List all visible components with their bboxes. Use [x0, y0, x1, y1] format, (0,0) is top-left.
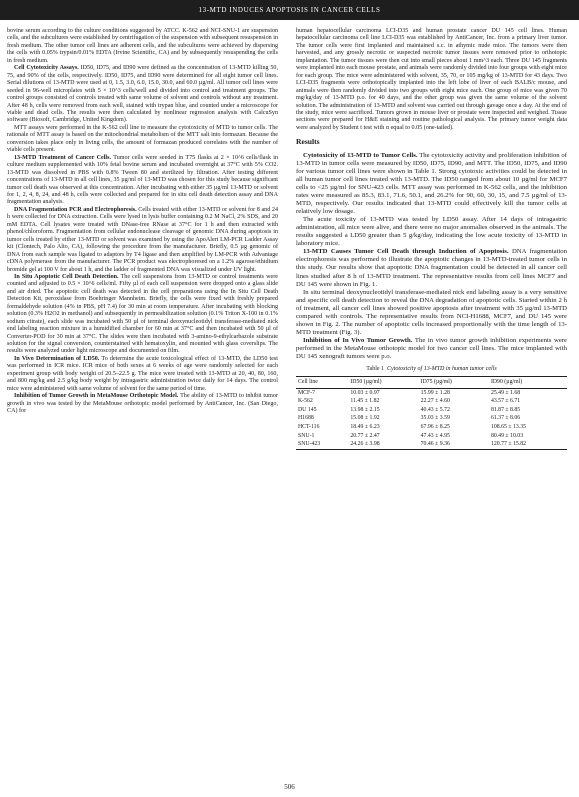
section-heading-results: Results [296, 137, 320, 147]
run-in-heading: DNA Fragmentation PCR and Electrophoresis. [14, 206, 137, 213]
table-caption [296, 366, 567, 373]
paragraph-tunel: In situ terminal deoxynucleotidyl transferase-mediated nick end labeling assay is a very sensitive and specific cell death detection to reveal the DNA degradation of apoptotic cells. Started within 2 h of treatment, all cancer cell lines showed positive apoptosis after treatment with 35 µg/ml 13-MTD compared with controls. The representative results from NCI-H1688, MCF7, and DU 145 were shown in Fig. 2. The number of apoptotic cells increased proportionally with the time length of 13-MTD treatment (Fig. 3). [296, 288, 567, 336]
left-column [7, 28, 278, 416]
column-header: ID90 (µg/ml) [489, 377, 567, 388]
run-in-heading: 13-MTD Treatment of Cancer Cells. [14, 154, 111, 161]
table-cell: 47.43 ± 4.95 [420, 432, 450, 439]
table-cell: 67.96 ± 8.25 [420, 424, 450, 431]
run-in-heading: In Vivo Determination of LD50. [14, 355, 100, 362]
cytotoxicity-table [296, 376, 567, 450]
table-cell: 25.49 ± 1.68 [490, 389, 521, 396]
run-in-heading: 13-MTD Causes Tumor Cell Death through Induction of Apoptosis. [303, 248, 509, 256]
run-in-heading: Cytotoxicity of 13-MTD to Tumor Cells. [303, 151, 418, 159]
table-cell: SNU-423 [296, 441, 348, 450]
table-cell: 70.46 ± 9.36 [419, 441, 489, 450]
column-header: ID75 (µg/ml) [419, 377, 489, 388]
table-cell: 81.87 ± 8.85 [490, 406, 521, 413]
table-number: Table 1 [366, 366, 385, 373]
paragraph-mtt: MTT assays were performed in the K-562 cell line to measure the cytotoxicity of MTD to tumor cells. The rationale of MTT assay is based on the mitochondrial metabolism of the MTT salt into formazan. Because the conversion takes place only in living cells, the amount of formazan produced correlates with the number of viable cells present. [7, 124, 278, 154]
table-cell: K-562 [298, 398, 313, 405]
table-cell: 15.99 ± 1.28 [420, 389, 450, 396]
table-cell: SNU-1 [298, 432, 315, 439]
table-cell: 43.57 ± 6.71 [490, 398, 521, 405]
paragraph-treatment: 13-MTD Treatment of Cancer Cells. Tumor cells were seeded in T75 flasks at 2 × 10^6 cells/flask in culture medium supplemented with 10% fetal bovine serum and incubated overnight at 37°C with 5% CO2. 13-MTD was dissolved in PBS with 0.8% Tween 80 and sterilized by filtration. After testing different concentrations of 13-MTD in all cell lines, 35 µg/ml of 13-MTD was chosen for this study because significant tumor cell death was observed at this concentration. After incubating with either 35 µg/ml 13-MTD or solvent for 1, 2, 4, 8, 24, and 48 h, cells were collected and prepared for in situ cell death detection assay and DNA fragmentation analysis. [7, 154, 278, 206]
page-number: 506 [284, 783, 295, 791]
table-row [296, 441, 567, 450]
paragraph-metamouse: Inhibition of Tumor Growth in MetaMouse Orthotopic Model. The ability of 13-MTD to inhibit tumor growth in vivo was tested by the MetaMouse orthotopic model performed by AntiCancer, Inc. (San Diego, CA) for [7, 393, 278, 415]
run-in-heading: Cell Cytotoxicity Assays. [14, 65, 79, 72]
paragraph-dna-fragmentation: DNA Fragmentation PCR and Electrophoresis. Cells treated with either 13-MTD or solvent for 8 and 24 h were collected for DNA extraction. Cells were lysed in lysis buffer containing 0.2 M NaCl, 2% SDS, and 20 mM EDTA. Cell lysates were treated with DNase-free RNase at 37°C for 1 h and then extracted with phenol/chloroform. Fragmentation from cellular endonuclease cleavage of genomic DNA during apoptosis in tumor cells treated by either 13-MTD or solvent was examined by using the ApoAlert LM-PCR Ladder Assay kit (Clontech, Palo Alto, CA), following the procedure from the manufacturer. Briefly, 0.5 µg genomic of DNA from each sample was ligated to adaptors by T4 ligase and then amplified by LM-PCR with Advantage cDNA polymerase from the manufacturer. The PCR product was electrophoresed on a 1.2% agarose/ethidium bromide gel at 100 V for about 1 h, and the ladder of fragmented DNA was visualized under UV light. [7, 206, 278, 273]
running-header: 13-MTD INDUCES APOPTOSIS IN CANCER CELLS [0, 0, 579, 20]
table-cell: 61.37 ± 8.06 [490, 415, 521, 422]
table-row [296, 398, 567, 407]
table-cell: 35.03 ± 3.59 [420, 415, 450, 422]
table-cell: DU 145 [298, 406, 317, 413]
table-header-row [296, 377, 567, 388]
paragraph-ld50: In Vivo Determination of LD50. To determine the acute toxicological effect of 13-MTD, the LD50 test was performed in ICR mice. ICR mice of both sexes at 6 weeks of age were randomly selected for each experiment group with body weight of 20.5–22.5 g. The mice were treated with 13-MTD at 20, 40, 80, 160, and 800 mg/kg and 2.5 g/kg body weight by intragastric administration twice daily for 14 days. The control mice were administered with same volume of solvent for the same period of time. [7, 355, 278, 392]
table-cell: 108.65 ± 13.35 [490, 424, 527, 431]
paragraph-in-situ: In Situ Apoptotic Cell Death Detection. The cell suspensions from 13-MTD or control treatments were counted and adjusted to 0.5 × 10^6 cells/ml. Fifty µl of each cell suspension were dropped onto a glass slide and air dried. The apoptotic cell death was detected in the cell preparations using the In Situ Cell Death Detection Kit, peroxidase from Boehringer Mannheim. Briefly, the cells were fixed with freshly prepared formaldehyde solution (4% in PBS, pH 7.4) for 30 min at room temperature. After incubating with blocking solution (0.3% H2O2 in methanol) and subsequently in permeabilization solution (0.1% Triton X-100 in 0.1% sodium citrate), each slide was incubated with 50 µl of terminal deoxynucleotidyl transferase-mediated nick end labeling reaction mixture in a humidified chamber for 60 min at 37°C and then incubated with 50 µl of Converter-POD for 30 min at 37°C. The slides were then incubated with 3-amino-9-ethylcarbazole substrate solution for the signal conversion, counterstained with hematoxylin, and mounted with glass coverslips. The results were analyzed under light microscope and documented on film. [7, 273, 279, 355]
paragraph-apoptosis: 13-MTD Causes Tumor Cell Death through Induction of Apoptosis. DNA fragmentation electrophoresis was performed to illustrate the apoptotic changes in 13-MTD-treated tumor cells in this study. Our results show that apoptotic DNA fragmentation could be detected in all cancer cell lines studied after 8 h of 13-MTD treatment. The representative results from cell lines MCF7 and DU 145 were shown in Fig. 1. [296, 248, 567, 288]
run-in-heading: Inhibition of In Vivo Tumor Growth. [303, 336, 413, 344]
table-cell: 13.98 ± 2.15 [350, 406, 380, 413]
table-cell: 120.77 ± 15.82 [489, 441, 567, 450]
table-cell: 20.77 ± 2.47 [350, 432, 380, 439]
right-column [296, 28, 567, 450]
paragraph-cytotoxicity-results: Cytotoxicity of 13-MTD to Tumor Cells. The cytotoxicity activity and proliferation inhibition of 13-MTD in tumor cells were measured by ID50, ID75, ID90, and MTT. The ID50, ID75, and ID90 for various tumor cell lines were shown in Table 1. Strong cytotoxic activities could be detected in all human tumor cell lines treated with 13-MTD. The ID50 ranged from about 10 µg/ml for MCF7 cells to <25 µg/ml for SNU-423 cells. MTT assay was performed in K-562 cells, and the inhibition rates were measured as 85.3, 83.1, 71.6, 50.1, and 26.2% for 90, 60, 30, 15, and 7.5 µg/ml of 13-MTD, respectively. Our results indicated that 13-MTD could effectively kill the tumor cells at relatively low dosage. [296, 151, 568, 216]
table-cell: HCT-116 [298, 424, 320, 431]
table-cell: 15.08 ± 1.92 [350, 415, 380, 422]
run-in-heading: In Situ Apoptotic Cell Death Detection. [14, 273, 119, 280]
paragraph-orthotopic: human hepatocellular carcinoma LCI-D35 and human prostate cancer DU 145 cell lines. Human hepatocellular carcinoma cell line LCI-D35 was established by AntiCancer, Inc. from a primary liver tumor. The tumor cells were first implanted and maintained s.c. in athymic nude mice. The tumors were then harvested, and any grossly necrotic or suspected necrotic tumor tissues were removed prior to orthotopic implantation. The tumor tissues were then cut into small pieces about 1 mm^3 each. Three DU 145 fragments were implanted into each mouse prostate, and animals were randomly divided into four groups with eight mice for each group. The mice were administered with solvent, 35, 70, or 105 mg/kg of 13-MTD for 43 days. Two LCI-D35 fragments were orthotopically implanted into the left lobe of liver of each BALB/c mouse, and animals were then randomly divided into two groups with eight mice each. One group of mice was given 70 mg/kg/day of 13-MTD p.o. for 40 days, and the other group was given the same volume of the solvent solution. The administration of 13-MTD and solvent was carried out through gavage once a day. At the end of the study, mice were sacrificed. Tumors grown in mouse liver or prostate were inspected and weighed. Tissue sections were prepared for H&E staining and routine pathological analysis. The primary tumor weight data were analyzed by Student t test with α equal to 0.05 (one-tailed). [296, 28, 567, 131]
table-row [296, 423, 567, 432]
table-cell: 11.45 ± 1.82 [350, 398, 380, 405]
paragraph-in-vivo: Inhibition of In Vivo Tumor Growth. The in vivo tumor growth inhibition experiments were performed in the MetaMouse orthotopic model for two cancer cell lines. The mice implanted with DU 145 xenograft tumors were p.o. [296, 336, 567, 360]
table-row [296, 388, 567, 397]
table-title: Cytotoxicity of 13-MTD in human tumor cells [387, 366, 497, 373]
run-in-heading: Inhibition of Tumor Growth in MetaMouse Orthotopic Model. [14, 393, 179, 400]
paragraph-culture: bovine serum according to the culture conditions suggested by ATCC. K-562 and NCI-SNU-1 are suspension cells, and the subcultures were established by centrifugation of the suspension with subsequent resuspension in fresh medium. The other tumor cell lines are adherent cells, and the subcultures were achieved by dispersing the cells with 0.05% trypsin/0.01% EDTA (Irvine Scientific, CA) and by subsequently resuspending the cells in fresh medium. [7, 28, 278, 64]
column-header: Cell line [296, 377, 348, 388]
column-header: ID50 (µg/ml) [348, 377, 418, 388]
paragraph-acute-toxicity: The acute toxicity of 13-MTD was tested by LD50 assay. After 14 days of intragastric administration, all mice were alive, and there were no major anomalies observed in the animals. The results suggested a LD50 greater than 5 g/kg/day, indicating the low acute toxicity of 13-MTD in laboratory mice. [296, 216, 567, 248]
table-cell: 10.03 ± 0.97 [350, 389, 380, 396]
table-cell: 24.26 ± 3.98 [348, 441, 418, 450]
table-cell: 22.27 ± 4.60 [420, 398, 450, 405]
table-cell: MCF-7 [298, 389, 316, 396]
table-cell: 80.49 ± 10.03 [490, 432, 524, 439]
table-row [296, 415, 567, 424]
table-row [296, 432, 567, 441]
table-row [296, 406, 567, 415]
table-cell: 40.43 ± 5.72 [420, 406, 450, 413]
table-cell: H1688 [298, 415, 314, 422]
paragraph-cytotoxicity-assays: Cell Cytotoxicity Assays. ID50, ID75, and ID90 were defined as the concentration of 13-MTD killing 50, 75, and 90% of the cells, respectively. ID50, ID75, and ID90 were determined for all eight tumor cell lines. Serial dilutions of 13-MTD were used at 0, 1.5, 3.0, 6.0, 15.0, 30.0, and 60.0 µg/ml. All tumor cell lines were seeded in 96-well microplates with 5 × 10^3 cells/well and divided into control and treatment groups. The control groups consisted of controls treated with same volume of solvent and controls without any treatment. After 48 h, cells were removed from each well, stained with trypan blue, and counted under a microscope for viable and dead cells. The results were then calculated by nonlinear regression analysis with CalcuSyn software (Biosoft, Cambridge, United Kingdom). [7, 65, 278, 124]
table-cell: 18.49 ± 6.23 [350, 424, 380, 431]
